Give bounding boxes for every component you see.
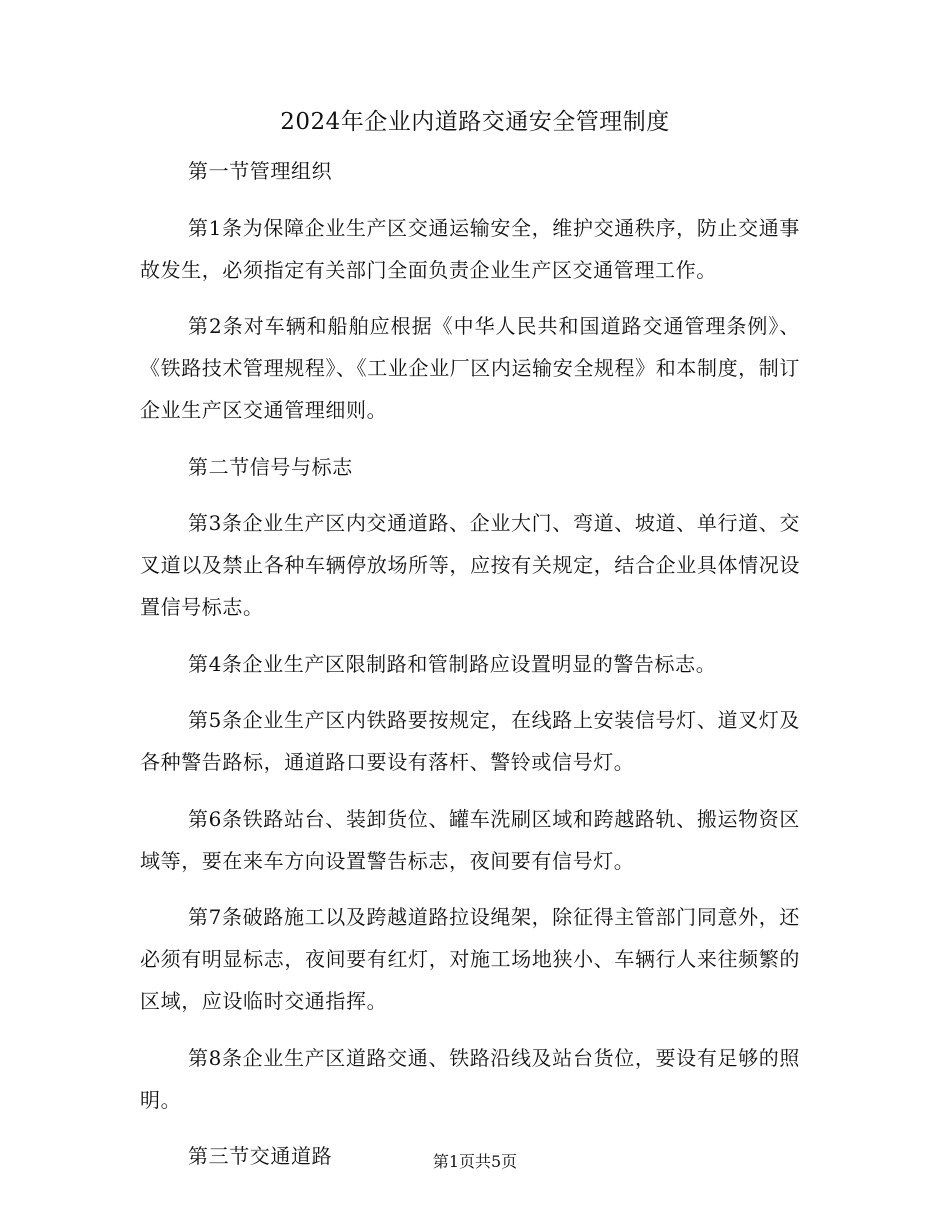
article-paragraph: 第4条企业生产区限制路和管制路应设置明显的警告标志。 [188,651,717,676]
article-paragraph: 第2条对车辆和船舶应根据《中华人民共和国道路交通管理条例》、《铁路技术管理规程》、《工业企业厂区内运输安全规程》和本制度，制订企业生产区交通管理细则。 [140,314,800,422]
section-heading: 第二节信号与标志 [188,454,353,479]
page-number-footer: 第1页共5页 [432,1152,518,1171]
article-paragraph: 第3条企业生产区内交通道路、企业大门、弯道、坡道、单行道、交叉道以及禁止各种车辆停放场所等，应按有关规定，结合企业具体情况设置信号标志。 [140,511,800,619]
article-paragraph: 第5条企业生产区内铁路要按规定，在线路上安装信号灯、道叉灯及各种警告路标，通道路口要设有落杆、警铃或信号灯。 [140,708,800,774]
section-heading: 第一节管理组织 [188,159,333,183]
article-paragraph: 第8条企业生产区道路交通、铁路沿线及站台货位，要设有足够的照明。 [140,1045,800,1112]
document-title: 2024年企业内道路交通安全管理制度 [280,109,670,135]
section-heading: 第三节交通道路 [188,1144,333,1168]
article-paragraph: 第7条破路施工以及跨越道路拉设绳架，除征得主管部门同意外，还必须有明显标志，夜间要有红灯，对施工场地狭小、车辆行人来往频繁的区域，应设临时交通指挥。 [140,905,800,1013]
document-body [140,150,800,1192]
article-paragraph: 第1条为保障企业生产区交通运输安全，维护交通秩序，防止交通事故发生，必须指定有关部门全面负责企业生产区交通管理工作。 [140,215,800,282]
article-paragraph: 第6条铁路站台、装卸货位、罐车洗刷区域和跨越路轨、搬运物资区域等，要在来车方向设置警告标志，夜间要有信号灯。 [140,806,800,873]
